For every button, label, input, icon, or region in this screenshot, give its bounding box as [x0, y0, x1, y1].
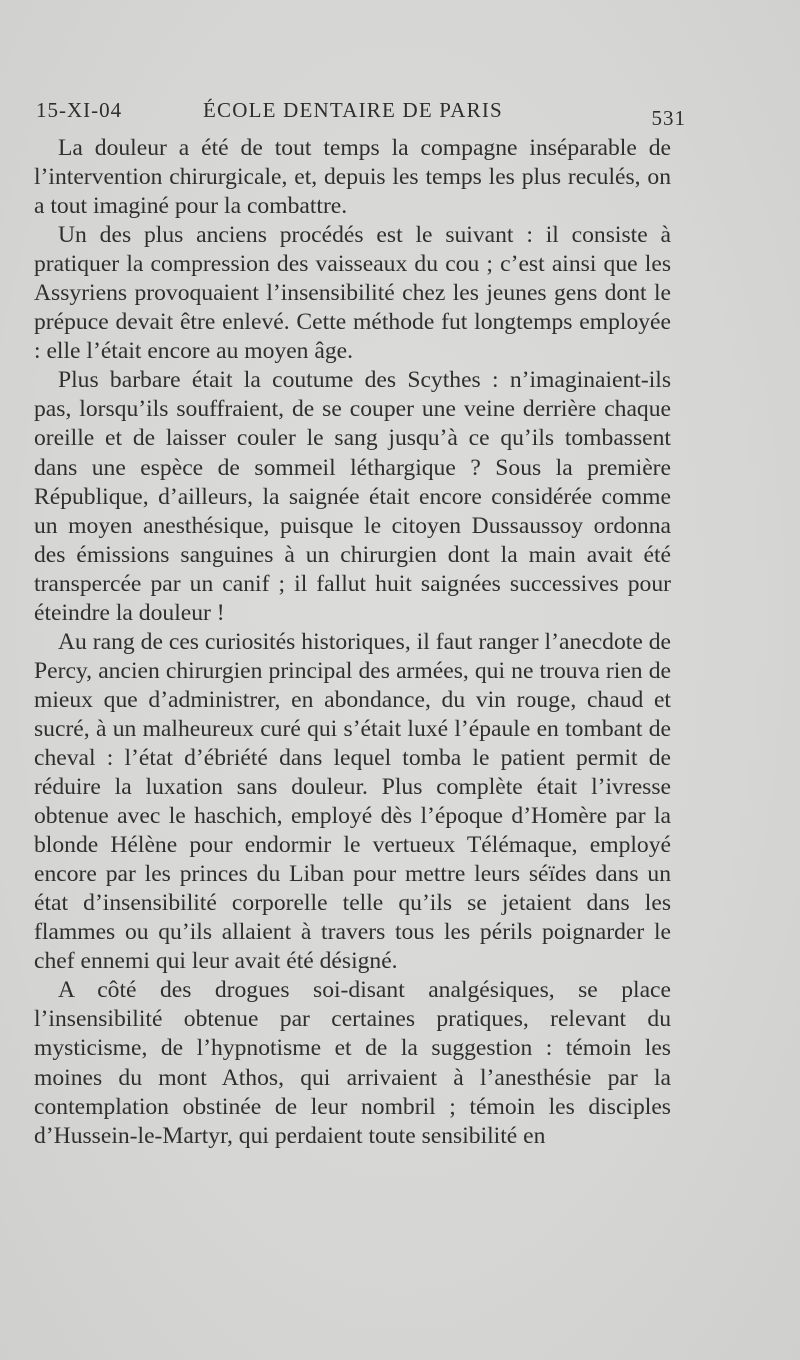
paragraph: La douleur a été de tout temps la compagne inséparable de l’intervention chirurgicale, et, depuis les temps les plus reculés, on a tout imaginé pour la combattre. [34, 135, 671, 220]
article-body [34, 134, 671, 1151]
paragraph: Un des plus anciens procédés est le suivant : il consiste à pratiquer la compression des vaisseaux du cou ; c’est ainsi que les Assyriens provoquaient l’insensibilité chez les jeunes gens dont le prépuce devait être enlevé. Cette méthode fut longtemps employée : elle l’était encore au moyen âge. [34, 222, 671, 365]
journal-title: ÉCOLE DENTAIRE DE PARIS [203, 98, 503, 122]
paragraph: Au rang de ces curiosités historiques, il faut ranger l’anecdote de Percy, ancien chirurgien principal des armées, qui ne trouva rien de mieux que d’administrer, en abondance, du vin rouge, chaud et sucré, à un malheureux curé qui s’était luxé l’épaule en tombant de cheval : l’état d’ébriété dans lequel tomba le patient permit de réduire la luxation sans douleur. Plus complète était l’ivresse obtenue avec le haschich, employé dès l’époque d’Homère par la blonde Hélène pour endormir le vertueux Télémaque, employé encore par les princes du Liban pour mettre leurs séïdes dans un état d’insensibilité corporelle telle qu’ils se jetaient dans les flammes ou qu’ils allaient à travers tous les périls poignarder le chef ennemi qui leur avait été désigné. [34, 628, 671, 975]
issue-date: 15-XI-04 [36, 98, 123, 122]
paragraph: A côté des drogues soi-disant analgésiques, se place l’insensibilité obtenue par certaines pratiques, relevant du mysticisme, de l’hypnotisme et de la suggestion : témoin les moines du mont Athos, qui arrivaient à l’anesthésie par la contemplation obstinée de leur nombril ; témoin les disciples d’Hussein-le-Martyr, qui perdaient toute sensibilité en [34, 977, 671, 1149]
page-number: 531 [651, 106, 686, 130]
paragraph: Plus barbare était la coutume des Scythes : n’imaginaient-ils pas, lorsqu’ils souffraient, de se couper une veine derrière chaque oreille et de laisser couler le sang jusqu’à ce qu’ils tombassent dans une espèce de sommeil léthargique ? Sous la première République, d’ailleurs, la saignée était encore considérée comme un moyen anesthésique, puisque le citoyen Dussaussoy ordonna des émissions sanguines à un chirurgien dont la main avait été transpercée par un canif ; il fallut huit saignées successives pour éteindre la douleur ! [34, 367, 671, 626]
running-head [36, 98, 686, 128]
